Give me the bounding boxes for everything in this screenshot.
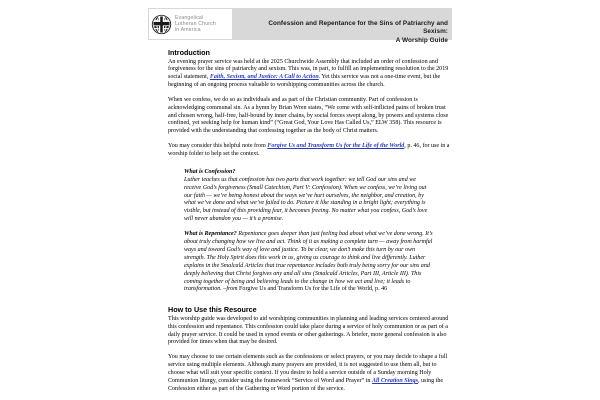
document-title-line-1: Confession and Repentance for the Sins of Patriarchy and Sexism: <box>268 20 448 36</box>
heading-how-to-use-this-resource: How to Use this Resource <box>168 305 257 315</box>
elca-logo-text <box>175 15 216 34</box>
logo-line-3: in America <box>175 27 201 34</box>
confession-blockquote <box>168 169 434 224</box>
intro-p1-text-after: . Yet this service was not a one-time event, but the beginning of an ongoing process valuable to worshipping communities across the church. <box>168 74 441 89</box>
repentance-quote-text: Repentance goes deeper than just feeling bad about what we’ve done wrong. It’s about truly changing how we live and act. Think of it as making a complete turn — away from harmful ways and toward God’s way of love and justice. To be clear, we don’t make this turn by our own strength. The Holy Spirit does this work in us, giving us courage to think and live differently. Luther explains in the Smalcald Articles that true repentance includes both truly being sorry for our sins and deeply believing that Christ forgives any and all sins (Smalcald Articles, Part III, Article III). This coming together of being and believing leads to the change in how we act and live; it leads to transformation. – <box>184 231 433 293</box>
how-to-use-p2-text-after: , using the Confession either as part of the Gathering or Word portion of the service. <box>168 377 444 392</box>
intro-paragraph-3 <box>168 143 450 159</box>
document-page <box>146 0 600 400</box>
link-all-creation-sings[interactable]: All Creation Sings <box>371 377 418 384</box>
elca-globe-cross-logo <box>151 14 172 35</box>
intro-p1-text-before: An evening prayer service was held at the 2025 Churchwide Assembly that included an order of confession and forgiveness for the sins of patriarchy and sexism. This was, in part, to fulfill an implementing resolution to the 2019 social statement, <box>168 58 449 81</box>
heading-what-is-repentance: What is Repentance? <box>184 231 237 238</box>
how-to-use-p2-text-before: You may choose to use certain elements such as the confessions or select prayers, or you may decide to shape a full service using multiple elements. Although many prayers are provided, it is not suggested to use them all, but to choose what will suit your specific context. If you desire to hold a service outside of a Sunday morning Holy Communion liturgy, consider using the framework “Service of Word and Prayer” in <box>168 354 448 384</box>
document-title-line-2: A Worship Guide <box>395 36 448 44</box>
intro-p3-text-after: , p. 46, for use in a worship folder to help set the context. <box>168 143 450 157</box>
intro-paragraph-2: When we confess, we do so as individuals and as part of the Christian community. Part of confession is acknowledging communal sin. As a hymn by Brian Wren states, “We come with self-inflicted pains of broken trust and chosen wrong, half-free, half-bound by inner chains, by social forces swept along, by powers and systems close confined, yet seeking help for human kind” (“Great God, Your Love Has Called Us,” ELW 358). This resource is provided with the understanding that confessing together as the body of Christ matters. <box>168 96 449 135</box>
confession-quote-text: Luther teaches us that confession has two parts that work together: we tell God our sins and we receive God’s forgiveness (Small Catechism, Part V: Confession). When we confess, we’re living out our faith — we’re being honest about the ways we’ve hurt ourselves, the neighbor, and creation, by what we’ve done and what we’ve failed to do. Picture it like standing in a bright light; everything is visible, but instead of this providing fear, it becomes freeing. No matter what you confess, God’s love will never abandon you — it’s a promise. <box>184 176 428 223</box>
heading-introduction: Introduction <box>168 48 210 57</box>
repentance-source-citation: Forgive Us and Transform Us for the Life of the World, p. 46 <box>237 286 388 293</box>
intro-paragraph-1 <box>168 59 450 90</box>
repentance-blockquote <box>168 231 434 294</box>
heading-what-is-confession: What is Confession? <box>184 168 236 175</box>
elca-logo <box>149 9 232 39</box>
link-forgive-us-and-transform-us[interactable]: Forgive Us and Transform Us for the Life of the World <box>267 143 405 150</box>
document-body <box>168 48 450 400</box>
link-faith-sexism-and-justice[interactable]: Faith, Sexism, and Justice: A Call to Action <box>209 74 319 81</box>
logo-line-2: Lutheran Church <box>175 20 216 27</box>
how-to-use-paragraph-2 <box>168 354 450 393</box>
how-to-use-paragraph-1: This worship guide was developed to aid worshiping communities in planning and leading services centered around this confession and repentance. This confession could take place during a service of holy communion or as part of a daily prayer service. It could be used in synod events or other gatherings. A briefer, more general confession is also provided for times when that may be desired. <box>168 315 449 346</box>
intro-p3-text-before: You may consider this helpful note from <box>168 143 268 150</box>
document-title <box>242 20 448 45</box>
logo-line-1: Evangelical <box>175 14 204 21</box>
repentance-source-from: from <box>226 286 238 293</box>
repentance-quote-paragraph <box>184 231 434 294</box>
